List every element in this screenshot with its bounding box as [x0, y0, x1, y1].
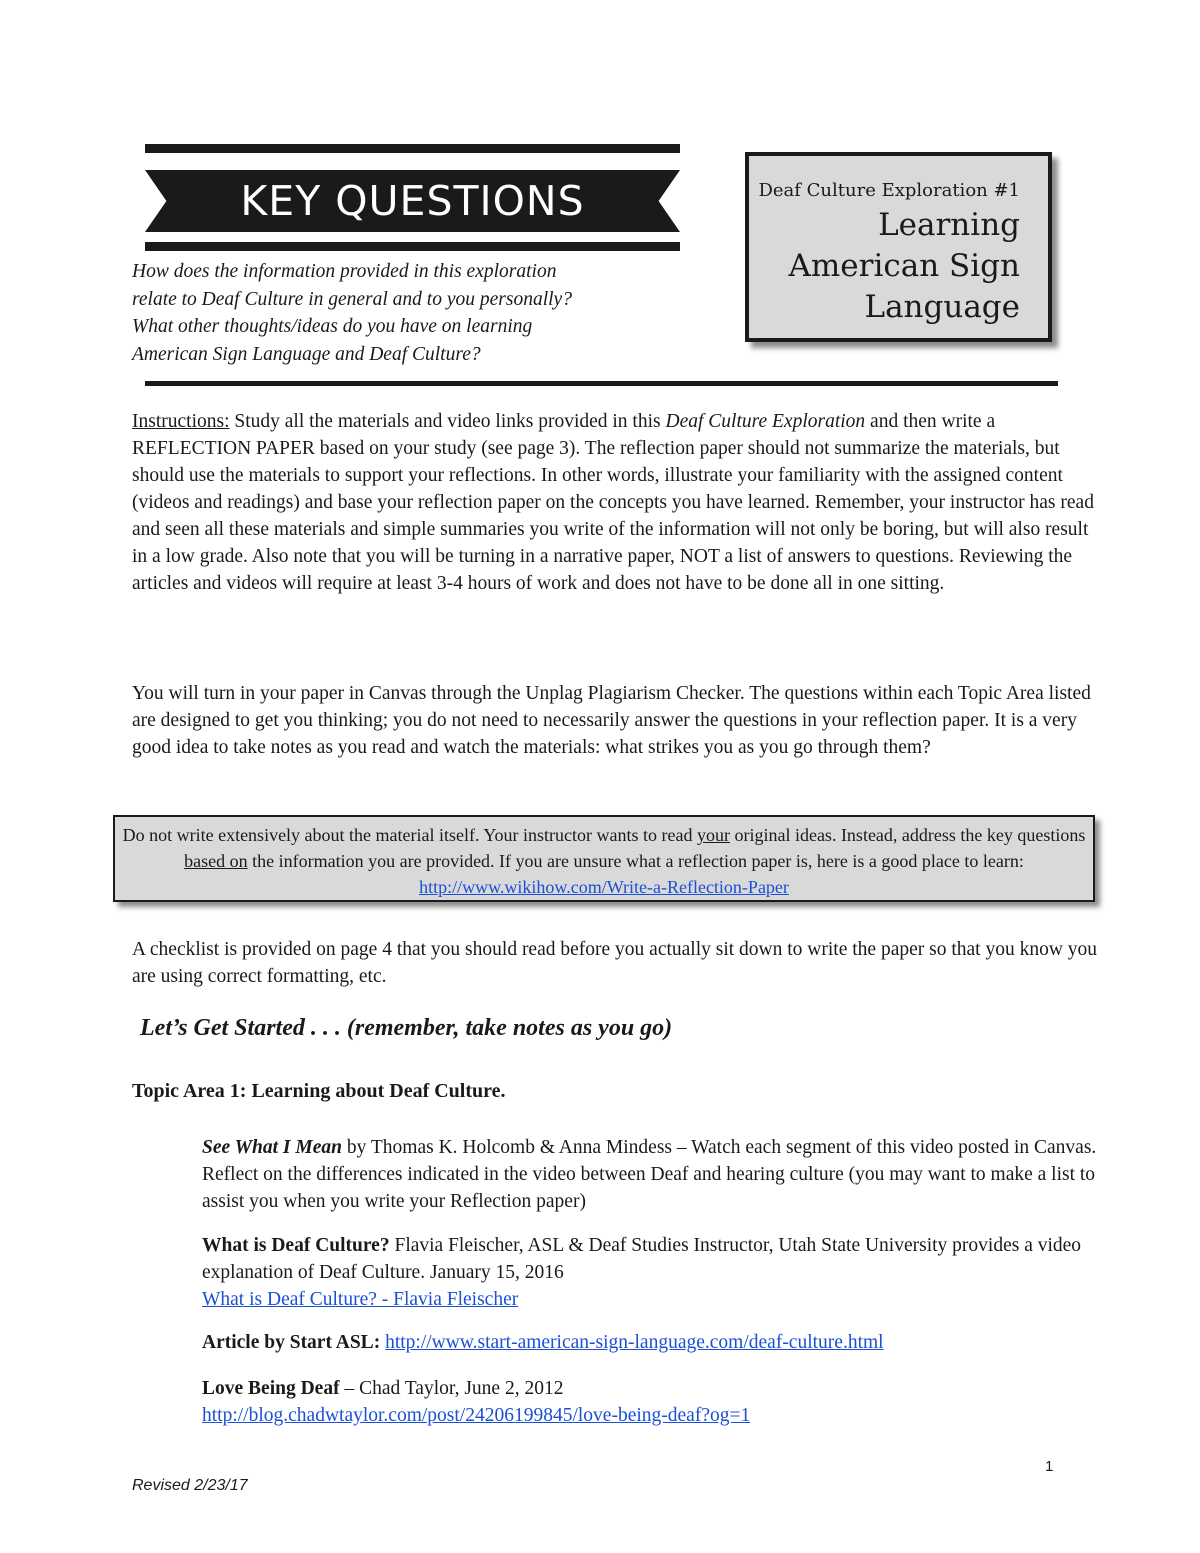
page-number: 1 — [1045, 1458, 1054, 1475]
love-being-deaf-link[interactable]: http://blog.chadwtaylor.com/post/24206199845/love-being-deaf?og=1 — [202, 1405, 751, 1426]
section-divider — [145, 381, 1058, 386]
reflection-paper-link[interactable]: http://www.wikihow.com/Write-a-Reflection-Paper — [419, 877, 789, 897]
exploration-title: Learning American Sign Language — [788, 207, 1020, 325]
lets-get-started-heading: Let’s Get Started . . . (remember, take notes as you go) — [140, 1015, 673, 1041]
exploration-subtitle: Deaf Culture Exploration #1 — [758, 180, 1020, 201]
exploration-title-box — [745, 152, 1052, 342]
key-questions-title: KEY QUESTIONS — [240, 177, 585, 225]
instructions-paragraph: Instructions: Study all the materials and video links provided in this Deaf Culture Exploration and then write a REFLECTION PAPER based on your study (see page 3). The reflection paper should not summarize the materials, but should use the materials to support your reflections. In other words, illustrate your familiarity with the assigned content (videos and readings) and base your reflection paper on the concepts you have learned. Remember, your instructor has read and seen all these materials and simple summaries you write of the information will not only be boring, but will also result in a low grade. Also note that you will be turning in a narrative paper, NOT a list of answers to questions. Reviewing the articles and videos will require at least 3-4 hours of work and does not have to be done all in one sitting. — [132, 411, 1094, 594]
key-questions-text: How does the information provided in this exploration relate to Deaf Culture in general and to you personally? What other thoughts/ideas do you have on learning American Sign Language and Deaf Culture? — [132, 261, 572, 365]
start-asl-link[interactable]: http://www.start-american-sign-language.com/deaf-culture.html — [385, 1332, 884, 1353]
topic-item-love-being-deaf: Love Being Deaf – Chad Taylor, June 2, 2012 http://blog.chadwtaylor.com/post/24206199845/love-being-deaf?og=1 — [202, 1378, 751, 1426]
flavia-fleischer-video-link[interactable]: What is Deaf Culture? - Flavia Fleischer — [202, 1289, 519, 1310]
topic-area-1-heading: Topic Area 1: Learning about Deaf Culture. — [132, 1080, 506, 1102]
topic-item-see-what-i-mean: See What I Mean by Thomas K. Holcomb & Anna Mindess – Watch each segment of this video posted in Canvas. Reflect on the differences indicated in the video between Deaf and hearing culture (you may want to make a list to assist you when you write your Reflection paper) — [202, 1137, 1097, 1212]
turn-in-paragraph: You will turn in your paper in Canvas through the Unplag Plagiarism Checker. The questions within each Topic Area listed are designed to get you thinking; you do not need to necessarily answer the questions in your reflection paper. It is a very good idea to take notes as you read and watch the materials: what strikes you as you go through them? — [132, 683, 1091, 758]
checklist-paragraph: A checklist is provided on page 4 that you should read before you actually sit down to write the paper so that you know you are using correct formatting, etc. — [132, 939, 1098, 987]
banner-bottom-rule — [145, 242, 680, 251]
reflection-notice-box: Do not write extensively about the material itself. Your instructor wants to read your original ideas. Instead, address the key questions based on the information you are provided. If you are unsure what a reflection paper is, here is a good place to learn: http://www.wikihow.com/Write-a-Reflection-Paper — [113, 815, 1095, 902]
topic-item-what-is-deaf-culture: What is Deaf Culture? Flavia Fleischer, ASL & Deaf Studies Instructor, Utah State University provides a video explanation of Deaf Culture. January 15, 2016 What is Deaf Culture? - Flavia Fleischer — [202, 1235, 1082, 1310]
topic-item-start-asl: Article by Start ASL: http://www.start-american-sign-language.com/deaf-culture.html — [202, 1332, 884, 1353]
revised-date: Revised 2/23/17 — [132, 1477, 248, 1494]
banner-top-rule — [145, 144, 680, 153]
